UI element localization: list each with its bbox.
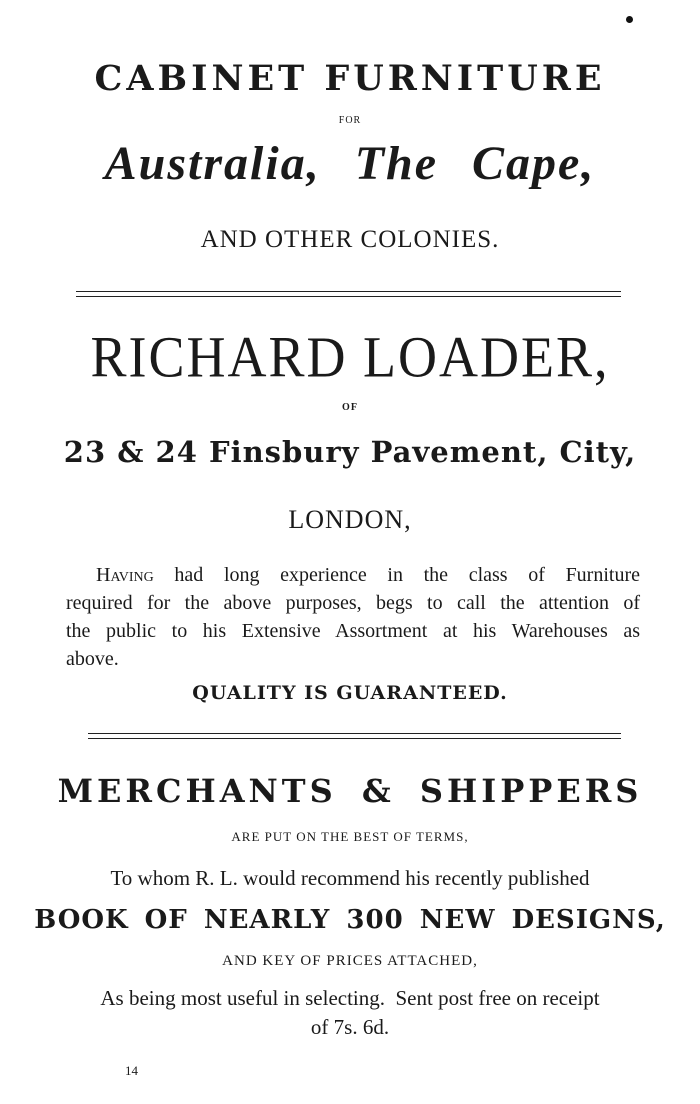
connector-for: FOR	[338, 115, 362, 126]
quality-guarantee: QUALITY IS GUARANTEED.	[192, 682, 508, 704]
divider-rule-top-2	[76, 296, 621, 297]
divider-rule-mid-2	[88, 738, 621, 739]
merchants-shippers-heading: MERCHANTS & SHIPPERS	[57, 772, 643, 810]
paragraph-line-1-text: had long experience in the class of Furniture	[153, 564, 640, 586]
ink-dot-mark	[626, 16, 633, 23]
blackletter-places: Australia, The Cape,	[104, 137, 596, 190]
merchant-name: RICHARD LOADER,	[90, 324, 610, 390]
price-line: of 7s. 6d.	[310, 1015, 390, 1039]
page-number: 14	[125, 1063, 138, 1078]
connector-of: OF	[342, 402, 358, 413]
other-colonies-line: AND OTHER COLONIES.	[200, 226, 500, 253]
merchant-city: LONDON,	[288, 505, 412, 534]
useful-line: As being most useful in selecting. Sent post free on receipt	[100, 986, 600, 1010]
terms-line: ARE PUT ON THE BEST OF TERMS,	[231, 829, 469, 844]
divider-rule-mid-1	[88, 733, 621, 734]
merchant-address: 23 & 24 Finsbury Pavement, City,	[63, 435, 637, 469]
key-of-prices: AND KEY OF PRICES ATTACHED,	[222, 953, 478, 969]
paragraph-lead-word: Having	[96, 564, 154, 586]
recommend-line: To whom R. L. would recommend his recently published	[110, 866, 590, 890]
divider-rule-top-1	[76, 291, 621, 292]
paragraph-line-3: the public to his Extensive Assortment at his Warehouses as	[66, 620, 640, 642]
paragraph-line-2: required for the above purposes, begs to call the attention of	[66, 592, 640, 614]
book-of-designs: BOOK OF NEARLY 300 NEW DESIGNS,	[34, 905, 666, 935]
paragraph-line-1	[66, 561, 640, 589]
description-paragraph	[66, 561, 640, 673]
headline-cabinet-furniture: CABINET FURNITURE	[94, 58, 606, 99]
paragraph-line-4: above.	[66, 648, 119, 670]
